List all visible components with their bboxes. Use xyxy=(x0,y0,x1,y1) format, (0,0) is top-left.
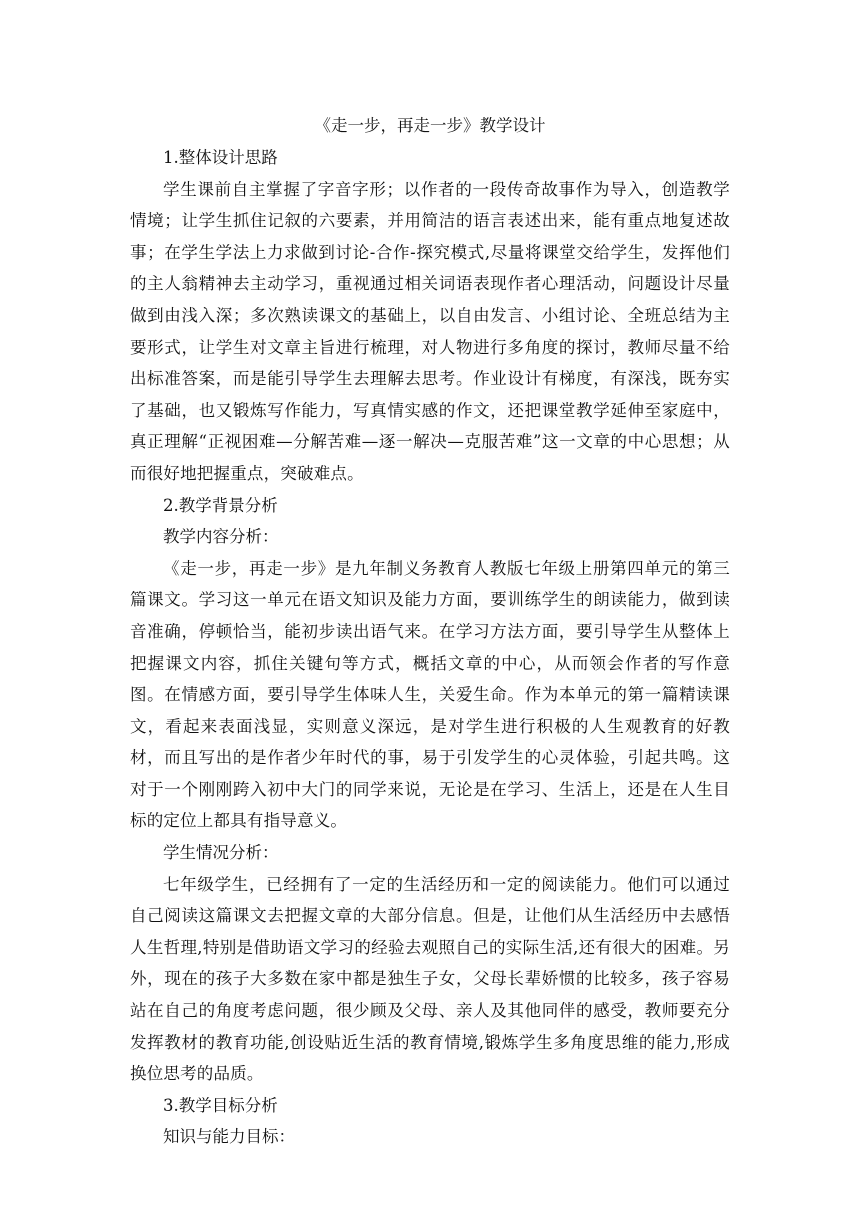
document-title: 《走一步，再走一步》教学设计 xyxy=(314,116,546,135)
paragraph-design-idea: 学生课前自主掌握了字音字形；以作者的一段传奇故事作为导入，创造教学情境；让学生抓住记叙的六要素，并用简洁的语言表述出来，能有重点地复述故事；在学生学法上力求做到讨论-合作-探究模式,尽量将课堂交给学生，发挥他们的主人翁精神去主动学习，重视通过相关词语表现作者心理活动，问题设计尽量做到由浅入深；多次熟读课文的基础上，以自由发言、小组讨论、全班总结为主要形式，让学生对文章主旨进行梳理，对人物进行多角度的探讨，教师尽量不给出标准答案，而是能引导学生去理解去思考。作业设计有梯度，有深浅，既夯实了基础，也又锻炼写作能力，写真情实感的作文，还把课堂教学延伸至家庭中，真正理解“正视困难—分解苦难—逐一解决—克服苦难”这一文章的中心思想；从而很好地把握重点，突破难点。 xyxy=(130,179,730,483)
label-content-analysis: 教学内容分析： xyxy=(163,527,279,547)
label-student-analysis: 学生情况分析： xyxy=(163,843,279,863)
section-heading-background: 2.教学背景分析 xyxy=(163,495,278,515)
label-knowledge-ability: 知识与能力目标： xyxy=(163,1127,295,1147)
section-heading-design-idea: 1.整体设计思路 xyxy=(163,148,278,167)
paragraph-content-analysis: 《走一步，再走一步》是九年制义务教育人教版七年级上册第四单元的第三篇课文。学习这一单元在语文知识及能力方面，要训练学生的朗读能力，做到读音准确，停顿恰当，能初步读出语气来。在学习方法方面，要引导学生从整体上把握课文内容，抓住关键句等方式，概括文章的中心，从而领会作者的写作意图。在情感方面，要引导学生体味人生，关爱生命。作为本单元的第一篇精读课文，看起来表面浅显，实则意义深远，是对学生进行积极的人生观教育的好教材，而且写出的是作者少年时代的事，易于引发学生的心灵体验，引起共鸣。这对于一个刚刚跨入初中大门的同学来说，无论是在学习、生活上，还是在人生目标的定位上都具有指导意义。 xyxy=(130,558,730,831)
document-body xyxy=(130,142,730,1153)
paragraph-student-analysis: 七年级学生，已经拥有了一定的生活经历和一定的阅读能力。他们可以通过自己阅读这篇课文去把握文章的大部分信息。但是，让他们从生活经历中去感悟人生哲理,特别是借助语文学习的经验去观照自己的实际生活,还有很大的困难。另外，现在的孩子大多数在家中都是独生子女，父母长辈娇惯的比较多，孩子容易站在自己的角度考虑问题，很少顾及父母、亲人及其他同伴的感受，教师要充分发挥教材的教育功能,创设贴近生活的教育情境,锻炼学生多角度思维的能力,形成换位思考的品质。 xyxy=(130,874,730,1084)
section-heading-objectives: 3.教学目标分析 xyxy=(163,1095,278,1115)
